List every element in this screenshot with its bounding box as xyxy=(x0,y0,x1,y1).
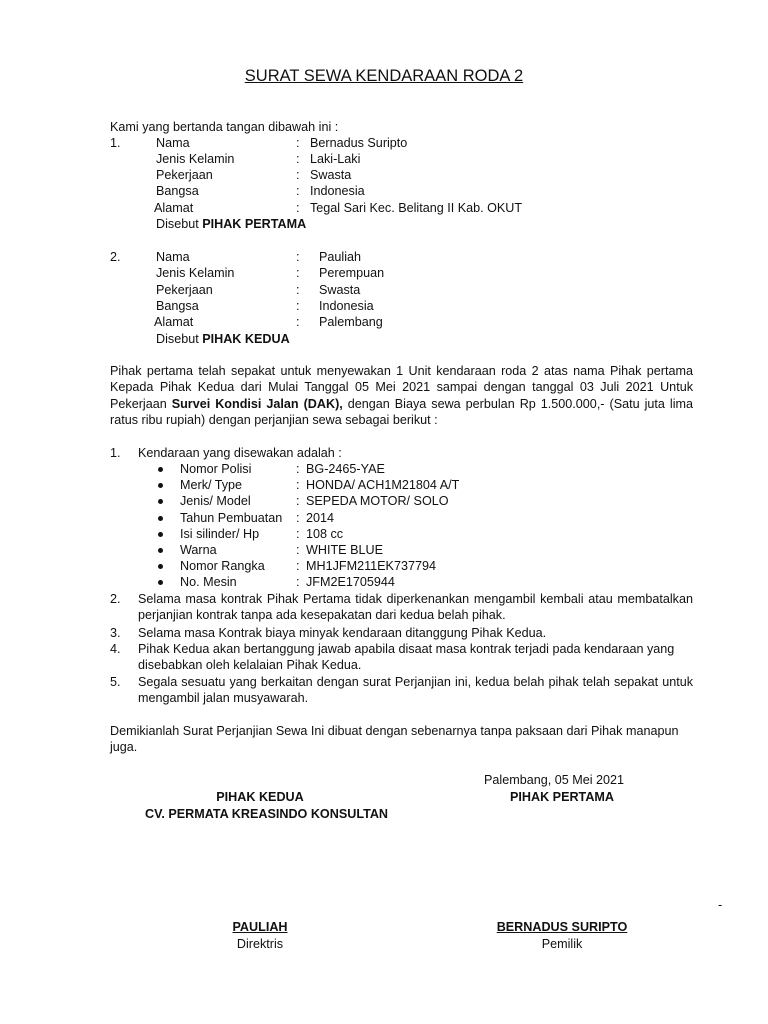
term-item: Kendaraan yang disewakan adalah : xyxy=(138,446,342,460)
term-number: 1. xyxy=(110,446,121,460)
agreement-paragraph: Pihak pertama telah sepakat untuk menyewakan 1 Unit kendaraan roda 2 atas nama Pihak pertama Kepada Pihak Kedua dari Mulai Tanggal 05 Mei 2021 sampai dengan tanggal 03 Juli 2021 Untuk Pekerjaan Survei Kondisi Jalan (DAK), dengan Biaya sewa perbulan Rp 1.500.000,- (Satu juta lima ratus ribu rupiah) dengan perjanjian sewa sebagai berikut : xyxy=(110,364,693,428)
vehicle-value: SEPEDA MOTOR/ SOLO xyxy=(306,494,449,508)
vehicle-value: HONDA/ ACH1M21804 A/T xyxy=(306,478,460,492)
vehicle-label: No. Mesin xyxy=(180,575,237,589)
term-item: Pihak Kedua akan bertanggung jawab apabila disaat masa kontrak terjadi pada kendaraan yang disebabkan oleh kelalaian Pihak Kedua. xyxy=(138,642,675,673)
colon: : xyxy=(296,478,300,492)
bullet-icon xyxy=(158,516,163,521)
term-number: 3. xyxy=(110,626,121,640)
bullet-icon xyxy=(158,564,163,569)
bullet-icon xyxy=(158,532,163,537)
colon: : xyxy=(296,494,300,508)
colon: : xyxy=(296,527,300,541)
colon: : xyxy=(296,168,300,182)
colon: : xyxy=(296,152,300,166)
party-one-designation: Disebut PIHAK PERTAMA xyxy=(156,217,307,231)
vehicle-label: Nomor Rangka xyxy=(180,559,265,573)
party-two-label: Alamat xyxy=(154,315,194,329)
project-name: Survei Kondisi Jalan (DAK), xyxy=(171,396,343,411)
vehicle-label: Nomor Polisi xyxy=(180,462,252,476)
right-signatory-position: Pemilik xyxy=(541,937,583,951)
intro-text: Kami yang bertanda tangan dibawah ini : xyxy=(110,120,339,134)
party-one-value: Laki-Laki xyxy=(310,152,361,166)
vehicle-label: Jenis/ Model xyxy=(180,494,251,508)
bullet-icon xyxy=(158,580,163,585)
vehicle-value: 108 cc xyxy=(306,527,344,541)
company-name: CV. PERMATA KREASINDO KONSULTAN xyxy=(145,807,389,821)
term-item: Segala sesuatu yang berkaitan dengan surat Perjanjian ini, kedua belah pihak telah sepakat untuk mengambil jalan musyawarah. xyxy=(138,675,693,706)
party-one-label: Bangsa xyxy=(156,184,199,198)
party-one-label: Pekerjaan xyxy=(156,168,213,182)
left-party-role: PIHAK KEDUA xyxy=(216,790,304,804)
term-item: Selama masa kontrak Pihak Pertama tidak diperkenankan mengambil kembali atau membatalkan perjanjian kontrak tanpa ada kesepakatan dari kedua belah pihak. xyxy=(138,592,693,623)
colon: : xyxy=(296,136,300,150)
stray-dash: - xyxy=(718,898,723,912)
term-number: 5. xyxy=(110,675,121,689)
party-one-value: Indonesia xyxy=(310,184,365,198)
vehicle-label: Isi silinder/ Hp xyxy=(180,527,260,541)
party-one-value: Swasta xyxy=(310,168,352,182)
bullet-icon xyxy=(158,499,163,504)
party-two-designation: Disebut PIHAK KEDUA xyxy=(156,332,290,346)
colon: : xyxy=(296,250,300,264)
vehicle-label: Warna xyxy=(180,543,217,557)
vehicle-value: MH1JFM211EK737794 xyxy=(306,559,436,573)
party-two-label: Nama xyxy=(156,250,190,264)
party-one-value: Tegal Sari Kec. Belitang II Kab. OKUT xyxy=(310,201,523,215)
vehicle-label: Tahun Pembuatan xyxy=(180,511,283,525)
party-two-label: Bangsa xyxy=(156,299,199,313)
place-date: Palembang, 05 Mei 2021 xyxy=(484,773,625,787)
party-one-value: Bernadus Suripto xyxy=(310,136,408,150)
colon: : xyxy=(296,511,300,525)
party-two-value: Pauliah xyxy=(319,250,362,264)
party-two-label: Jenis Kelamin xyxy=(156,266,235,280)
right-party-role: PIHAK PERTAMA xyxy=(509,790,614,804)
party-one-label: Alamat xyxy=(154,201,194,215)
colon: : xyxy=(296,201,300,215)
vehicle-value: WHITE BLUE xyxy=(306,543,383,557)
colon: : xyxy=(296,559,300,573)
party-two-value: Palembang xyxy=(319,315,383,329)
term-item: Selama masa Kontrak biaya minyak kendaraan ditanggung Pihak Kedua. xyxy=(138,626,547,640)
colon: : xyxy=(296,184,300,198)
document-title: SURAT SEWA KENDARAAN RODA 2 xyxy=(244,67,524,85)
colon: : xyxy=(296,315,300,329)
vehicle-label: Merk/ Type xyxy=(180,478,243,492)
party-two-value: Swasta xyxy=(319,283,361,297)
colon: : xyxy=(296,266,300,280)
party-two-value: Indonesia xyxy=(319,299,374,313)
vehicle-value: BG-2465-YAE xyxy=(306,462,385,476)
colon: : xyxy=(296,575,300,589)
party-two-label: Pekerjaan xyxy=(156,283,213,297)
colon: : xyxy=(296,462,300,476)
colon: : xyxy=(296,543,300,557)
left-signatory-name: PAULIAH xyxy=(232,920,288,934)
colon: : xyxy=(296,299,300,313)
party-one-label: Nama xyxy=(156,136,190,150)
party-two-number: 2. xyxy=(110,250,121,264)
right-signatory-name: BERNADUS SURIPTO xyxy=(496,920,628,934)
term-number: 4. xyxy=(110,642,121,656)
party-one-role: PIHAK PERTAMA xyxy=(202,217,307,231)
vehicle-value: 2014 xyxy=(306,511,335,525)
closing-paragraph: Demikianlah Surat Perjanjian Sewa Ini dibuat dengan sebenarnya tanpa paksaan dari Pihak manapun juga. xyxy=(110,724,679,755)
left-signatory-position: Direktris xyxy=(236,937,284,951)
vehicle-value: JFM2E1705944 xyxy=(306,575,395,589)
party-two-value: Perempuan xyxy=(319,266,385,280)
party-one-number: 1. xyxy=(110,136,121,150)
party-one-label: Jenis Kelamin xyxy=(156,152,235,166)
party-two-role: PIHAK KEDUA xyxy=(202,332,290,346)
colon: : xyxy=(296,283,300,297)
term-number: 2. xyxy=(110,592,121,606)
bullet-icon xyxy=(158,467,163,472)
bullet-icon xyxy=(158,483,163,488)
bullet-icon xyxy=(158,548,163,553)
